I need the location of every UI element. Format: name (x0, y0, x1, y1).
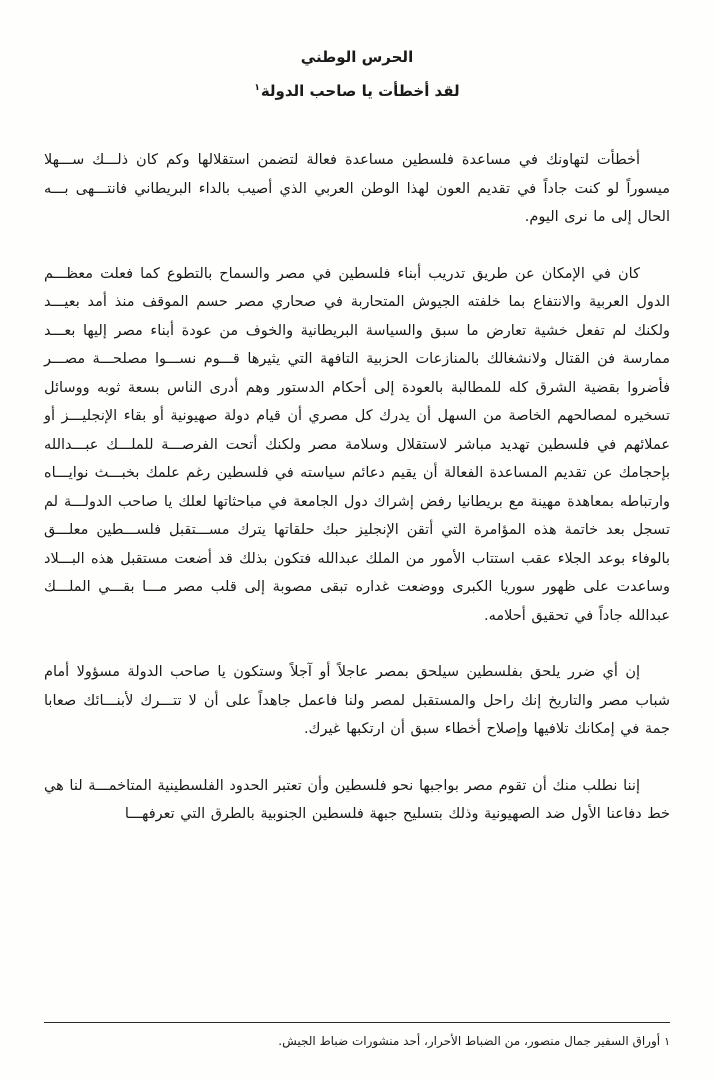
title-block (44, 48, 670, 100)
subtitle-footnote-marker: ١ (254, 83, 260, 93)
body-paragraph-4: إننا نطلب منك أن تقوم مصر بواجبها نحو فلسطين وأن تعتبر الحدود الفلسطينية المتاخمـــة لنا هي خط دفاعنا الأول ضد الصهيونية وذلك بتسليح جبهة فلسطين الجنوبية بالطرق التي تعرفهـــا (44, 777, 670, 822)
footnote-text: أوراق السفير جمال منصور، من الضباط الأحرار، أحد منشورات ضباط الجيش. (278, 1034, 661, 1048)
body-paragraph-1: أخطأت لتهاونك في مساعدة فلسطين مساعدة فعالة لتضمن استقلالها وكم كان ذلـــك ســـهلا ميسوراً لو كنت جاداً في تقديم العون لهذا الوطن العربي الذي أصيب بالداء البريطاني فانتـــهى بـــه الحال إلى ما نرى اليوم. (44, 152, 670, 225)
footnote-marker: ١ (664, 1035, 670, 1048)
body-paragraph-3: إن أي ضرر يلحق بفلسطين سيلحق بمصر عاجلاً أو آجلاً وستكون يا صاحب الدولة مسؤولا أمام شباب مصر والتاريخ إنك راحل والمستقبل لمصر ولنا فاعمل جاهداً على أن لا تتـــرك لأبنـــائك صعابا جمة في إمكانك تلافيها وإصلاح أخطاء سبق أن ارتكبها غيرك. (44, 664, 670, 737)
body-paragraph-2: كان في الإمكان عن طريق تدريب أبناء فلسطين في مصر والسماح بالتطوع كما فعلت معظـــم الدول العربية والانتفاع بما خلفته الجيوش المتحاربة في صحاري مصر حسم الموقف منذ أمد بعيـــد ولكنك لم تفعل خشية تعارض ما سبق والسياسة البريطانية والخوف من عودة أبناء مصر إليها بعـــد ممارسة فن القتال ولانشغالك بالمنازعات الحزبية التافهة التي يثيرها قـــوم نســـوا مصلحـــة مصـــر فأضروا بقضية الشرق كله للمطالبة بالعودة إلى أحكام الدستور وهم أدرى الناس بسعة ثوبه ووسائل تسخيره لمصالحهم الخاصة من السهل أن يدرك كل مصري أن قيام دولة صهيونية أو بقاء الإنجليـــز أو عملائهم في فلسطين تهديد مباشر لاستقلال وسلامة مصر ولكنك أتحت الفرصـــة للملـــك عبـــدالله بإحجامك عن تقديم المساعدة الفعالة أن يقيم دعائم سياسته في فلسطين رغم علمك بخبـــث نوايـــاه وارتباطه بمعاهدة مهينة مع بريطانيا رفض إشراك دول الجامعة في مباحثاتها لعلك يا صاحب الدولـــة لم تسجل بعد خاتمة هذه المؤامرة التي أتقن الإنجليز حبك حلقاتها يترك مســـتقبل فلســـطين معلـــق بالوفاء بوعد الجلاء عقب استتاب الأمور من الملك عبدالله فتكون بذلك قد أضعت مستقبل هذه البـــلاد وساعدت على ظهور سوريا الكبرى ووضعت غداره تبقى مصوبة إلى قلب مصر مـــا بقـــي الملـــك عبدالله جاداً في تحقيق أحلامه. (44, 265, 670, 624)
body-text (44, 146, 670, 857)
footnote-section (44, 1022, 670, 1051)
page-subtitle-text: لقد أخطأت يا صاحب الدولة (260, 82, 460, 100)
page-subtitle (44, 82, 670, 100)
page-title: الحرس الوطني (300, 48, 414, 66)
